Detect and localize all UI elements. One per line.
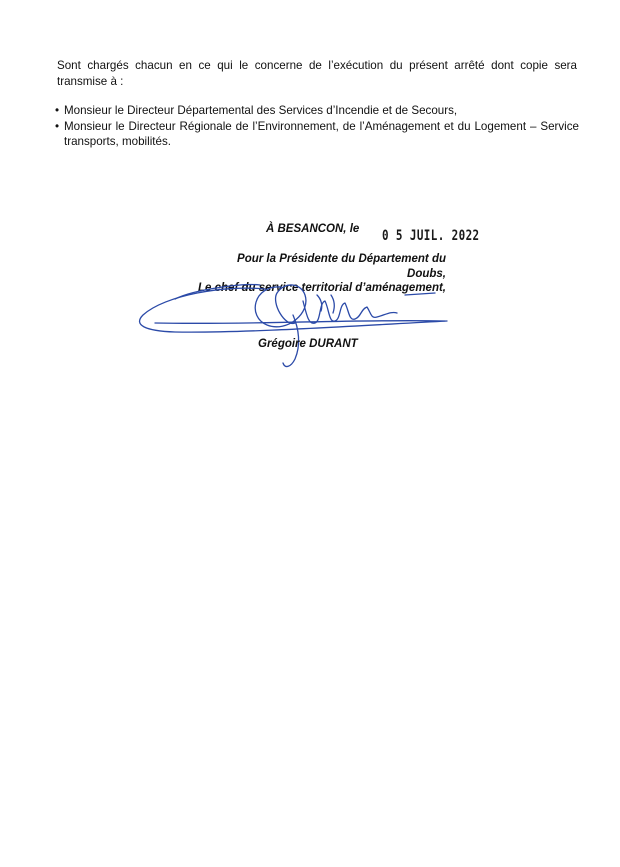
date-stamp: 0 5 JUIL. 2022 (382, 228, 480, 244)
signer-name: Grégoire DURANT (258, 338, 358, 350)
signatory-line-2: Le chef du service territorial d’aménagement, (198, 282, 446, 294)
recipient-text: Monsieur le Directeur Régionale de l’Environnement, de l’Aménagement et du Logement – Service transports, mobilités. (64, 119, 579, 148)
list-item (57, 119, 579, 150)
signature-icon (135, 265, 455, 375)
place-label: À BESANCON, le (266, 223, 360, 235)
intro-paragraph: Sont chargés chacun en ce qui le concerne de l’exécution du présent arrêté dont copie sera transmise à : (57, 59, 577, 88)
signatory-line-1: Pour la Présidente du Département du Doubs, (237, 253, 446, 280)
recipient-text: Monsieur le Directeur Départemental des Services d’Incendie et de Secours, (64, 104, 458, 117)
list-item (57, 103, 579, 119)
bullet: • (55, 119, 60, 133)
recipient-list (57, 103, 579, 150)
bullet: • (55, 104, 60, 117)
